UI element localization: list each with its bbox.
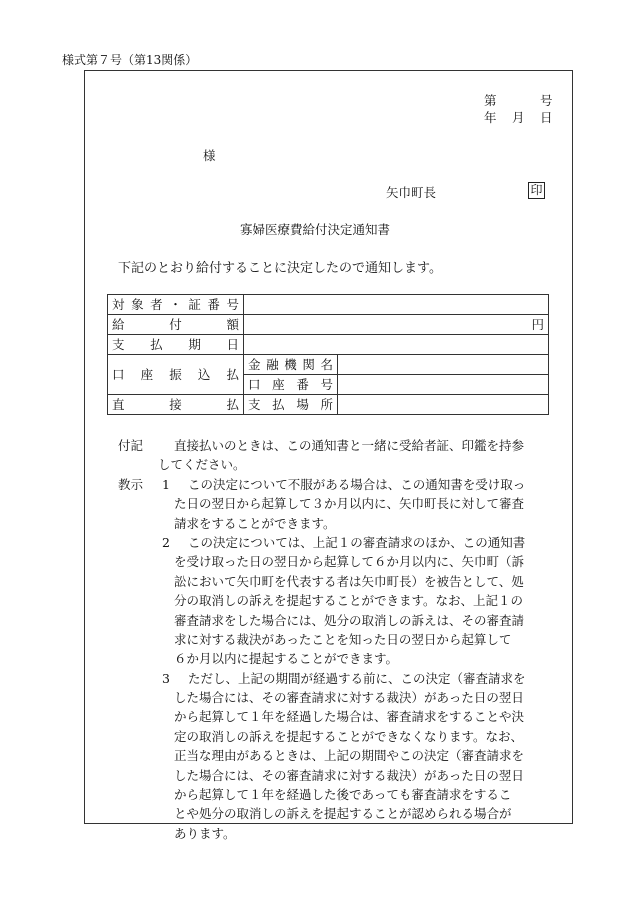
table-row-bank bbox=[108, 355, 549, 375]
transfer-label: 口座振込払 bbox=[108, 355, 244, 395]
teaching-item-line: 審査請求をした場合には、処分の取消しの訴えは、その審査請 bbox=[174, 612, 525, 628]
intro-text: 下記のとおり給付することに決定したので通知します。 bbox=[118, 261, 442, 276]
addressee-suffix: 様 bbox=[203, 148, 216, 163]
teaching-item-line: この決定について不服がある場合は、この通知書を受け取っ bbox=[188, 476, 526, 492]
account-value bbox=[338, 375, 549, 395]
teaching-label: 教示 bbox=[118, 476, 144, 492]
teaching-item-line: た日の翌日から起算して３か月以内に、矢巾町長に対して審査 bbox=[174, 496, 525, 512]
place-label: 支払場所 bbox=[244, 395, 338, 415]
table-row-payment-date bbox=[108, 335, 549, 355]
document-title: 寡婦医療費給付決定通知書 bbox=[239, 222, 390, 237]
teaching-item-line: を受け取った日の翌日から起算して６か月以内に、矢巾町（訴 bbox=[174, 554, 525, 570]
recipient-label: 対象者・証番号 bbox=[108, 295, 244, 315]
teaching-item-number: 1 bbox=[162, 476, 170, 492]
teaching-item-line: ただし、上記の期間が経過する前に、この決定（審査請求を bbox=[188, 670, 526, 686]
table-row-amount bbox=[108, 315, 549, 335]
bank-label: 金融機関名 bbox=[244, 355, 338, 375]
info-table bbox=[107, 294, 549, 415]
teaching-item-line: 分の取消しの訴えを提起することができます。なお、上記１の bbox=[174, 593, 524, 609]
table-row-direct bbox=[108, 395, 549, 415]
direct-label: 直接払 bbox=[108, 395, 244, 415]
teaching-item-line: ６か月以内に提起することができます。 bbox=[174, 651, 399, 667]
form-label: 様式第７号（第13関係） bbox=[62, 53, 198, 67]
number-label: 第 bbox=[484, 93, 497, 108]
place-value bbox=[338, 395, 549, 415]
teaching-item-line: この決定については、上記１の審査請求のほか、この通知書 bbox=[188, 534, 526, 550]
bank-value bbox=[338, 355, 549, 375]
teaching-item-line: から起算して１年を経過した後であっても審査請求をするこ bbox=[174, 787, 512, 803]
recipient-value bbox=[244, 295, 549, 315]
note-label: 付記 bbox=[118, 438, 144, 453]
note-line-2: してください。 bbox=[158, 457, 246, 473]
payment-date-value bbox=[244, 335, 549, 355]
seal-mark: 印 bbox=[528, 182, 545, 199]
teaching-item-line: した場合には、その審査請求に対する裁決）があった日の翌日 bbox=[174, 690, 524, 706]
note-line-1: 直接払いのときは、この通知書と一緒に受給者証、印鑑を持参 bbox=[174, 438, 525, 453]
teaching-item-line: から起算して１年を経過した場合は、審査請求をすることや決 bbox=[174, 709, 525, 725]
number-suffix: 号 bbox=[540, 93, 553, 108]
teaching-item-line: 訟において矢巾町を代表する者は矢巾町長）を被告として、処 bbox=[174, 573, 524, 589]
amount-label: 給付額 bbox=[108, 315, 244, 335]
teaching-item-line: とや処分の取消しの訴えを提起することが認められる場合が bbox=[174, 806, 512, 822]
teaching-item-line: 請求をすることができます。 bbox=[174, 515, 336, 531]
account-label: 口座番号 bbox=[244, 375, 338, 395]
teaching-item-line: した場合には、その審査請求に対する裁決）があった日の翌日 bbox=[174, 767, 524, 783]
issuer: 矢巾町長 bbox=[386, 185, 437, 200]
amount-unit: 円 bbox=[244, 315, 549, 335]
table-row-recipient bbox=[108, 295, 549, 315]
teaching-item-number: 3 bbox=[162, 670, 170, 686]
notes-section bbox=[118, 436, 563, 843]
teaching-item-number: 2 bbox=[162, 534, 170, 550]
teaching-item-line: 定の取消しの訴えを提起することができなくなります。なお、 bbox=[174, 728, 524, 744]
year-label: 年 bbox=[484, 110, 497, 125]
day-label: 日 bbox=[540, 110, 553, 125]
teaching-item-line: 求に対する裁決があったことを知った日の翌日から起算して bbox=[174, 631, 512, 647]
month-label: 月 bbox=[512, 110, 525, 125]
payment-date-label: 支払期日 bbox=[108, 335, 244, 355]
teaching-item-line: 正当な理由があるときは、上記の期間やこの決定（審査請求を bbox=[174, 748, 525, 764]
teaching-item-line: あります。 bbox=[174, 825, 236, 841]
